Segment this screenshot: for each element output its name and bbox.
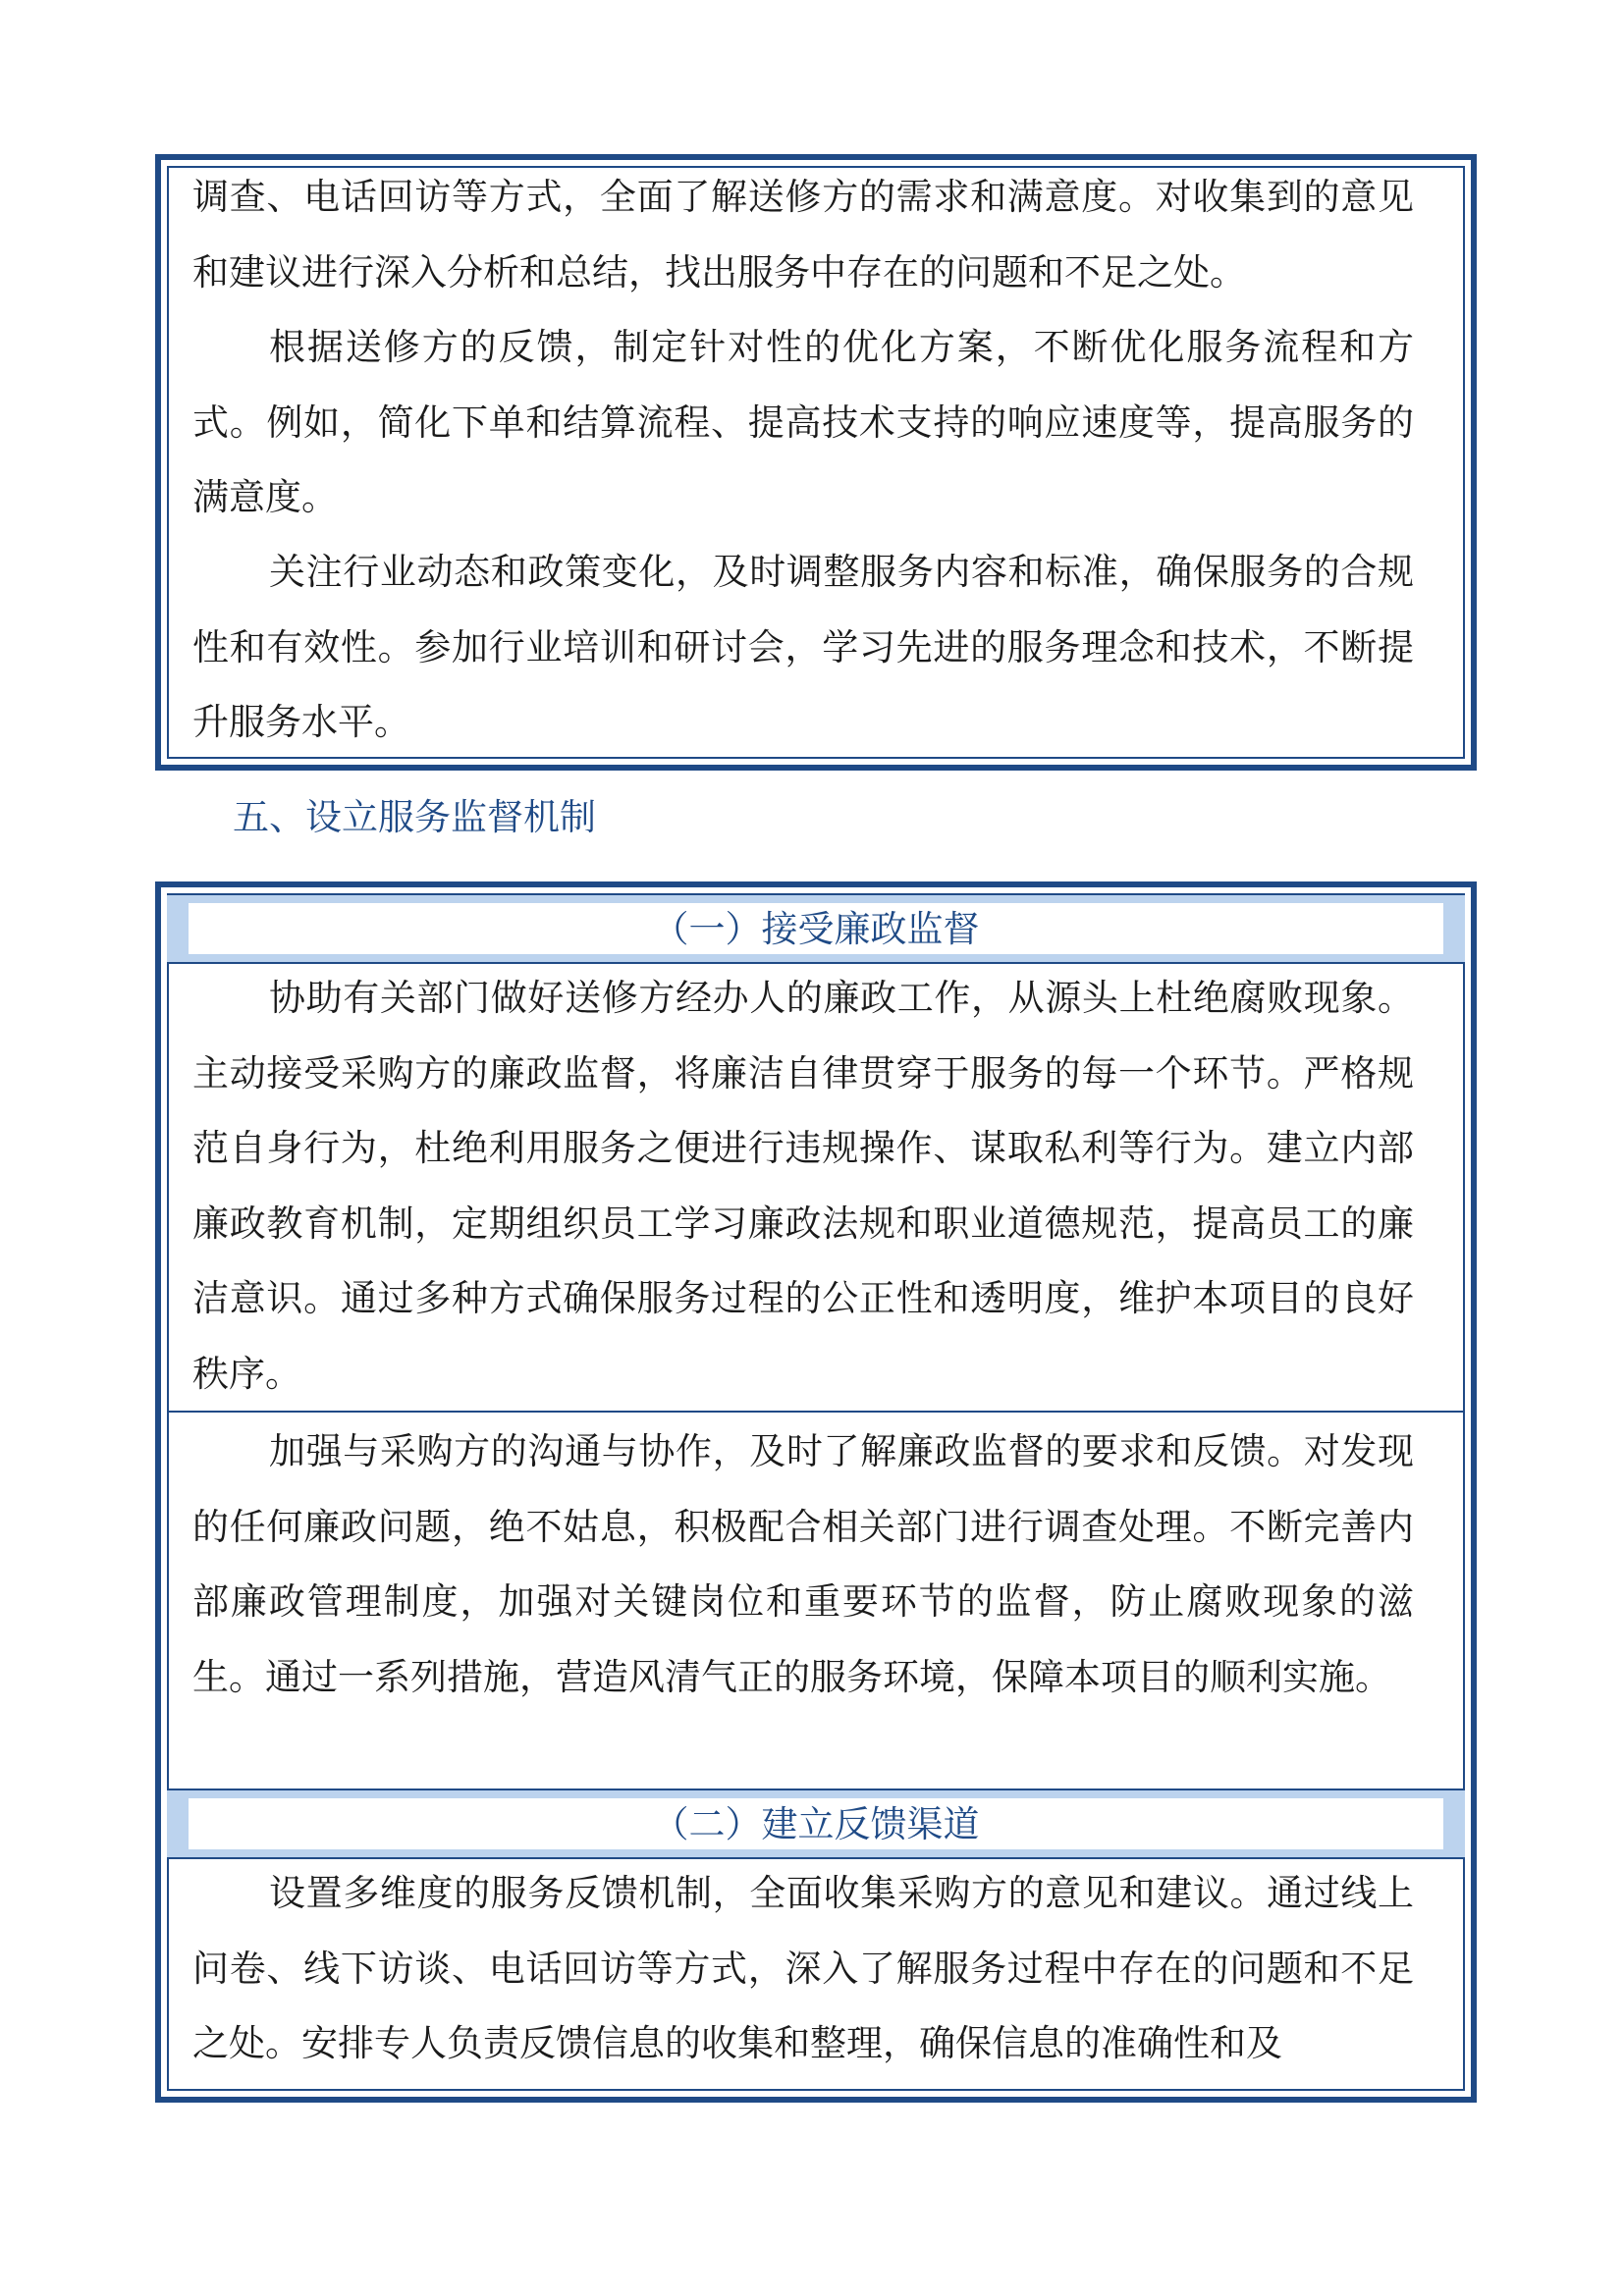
- section-divider: [167, 1411, 1465, 1413]
- subsection-heading-feedback: （二）建立反馈渠道: [189, 1798, 1443, 1849]
- supervision-box: [155, 881, 1477, 2103]
- content-box-continued: [155, 154, 1477, 771]
- subsection-heading-bar: [167, 893, 1465, 964]
- subsection-heading-integrity: （一）接受廉政监督: [189, 903, 1443, 954]
- section-title: 五、设立服务监督机制: [233, 796, 596, 838]
- paragraph-optimization-plan: 根据送修方的反馈，制定针对性的优化方案，不断优化服务流程和方式。例如，简化下单和结算流程、提高技术支持的响应速度等，提高服务的满意度。: [192, 326, 1414, 518]
- paragraph-survey-feedback: 调查、电话回访等方式，全面了解送修方的需求和满意度。对收集到的意见和建议进行深入分析和总结，找出服务中存在的问题和不足之处。: [192, 176, 1414, 294]
- paragraph-feedback-channels: 设置多维度的服务反馈机制，全面收集采购方的意见和建议。通过线上问卷、线下访谈、电话回访等方式，深入了解服务过程中存在的问题和不足之处。安排专人负责反馈信息的收集和整理，确保信息的准确性和及: [192, 1872, 1414, 2064]
- subsection-heading-bar: [167, 1789, 1465, 1859]
- paragraph-communication: 加强与采购方的沟通与协作，及时了解廉政监督的要求和反馈。对发现的任何廉政问题，绝不姑息，积极配合相关部门进行调查处理。不断完善内部廉政管理制度，加强对关键岗位和重要环节的监督，防止腐败现象的滋生。通过一系列措施，营造风清气正的服务环境，保障本项目的顺利实施。: [192, 1430, 1414, 1698]
- paragraph-integrity-supervision: 协助有关部门做好送修方经办人的廉政工作，从源头上杜绝腐败现象。主动接受采购方的廉政监督，将廉洁自律贯穿于服务的每一个环节。严格规范自身行为，杜绝利用服务之便进行违规操作、谋取私利等行为。建立内部廉政教育机制，定期组织员工学习廉政法规和职业道德规范，提高员工的廉洁意识。通过多种方式确保服务过程的公正性和透明度，维护本项目的良好秩序。: [192, 977, 1414, 1395]
- paragraph-industry-trends: 关注行业动态和政策变化，及时调整服务内容和标准，确保服务的合规性和有效性。参加行业培训和研讨会，学习先进的服务理念和技术，不断提升服务水平。: [192, 551, 1414, 743]
